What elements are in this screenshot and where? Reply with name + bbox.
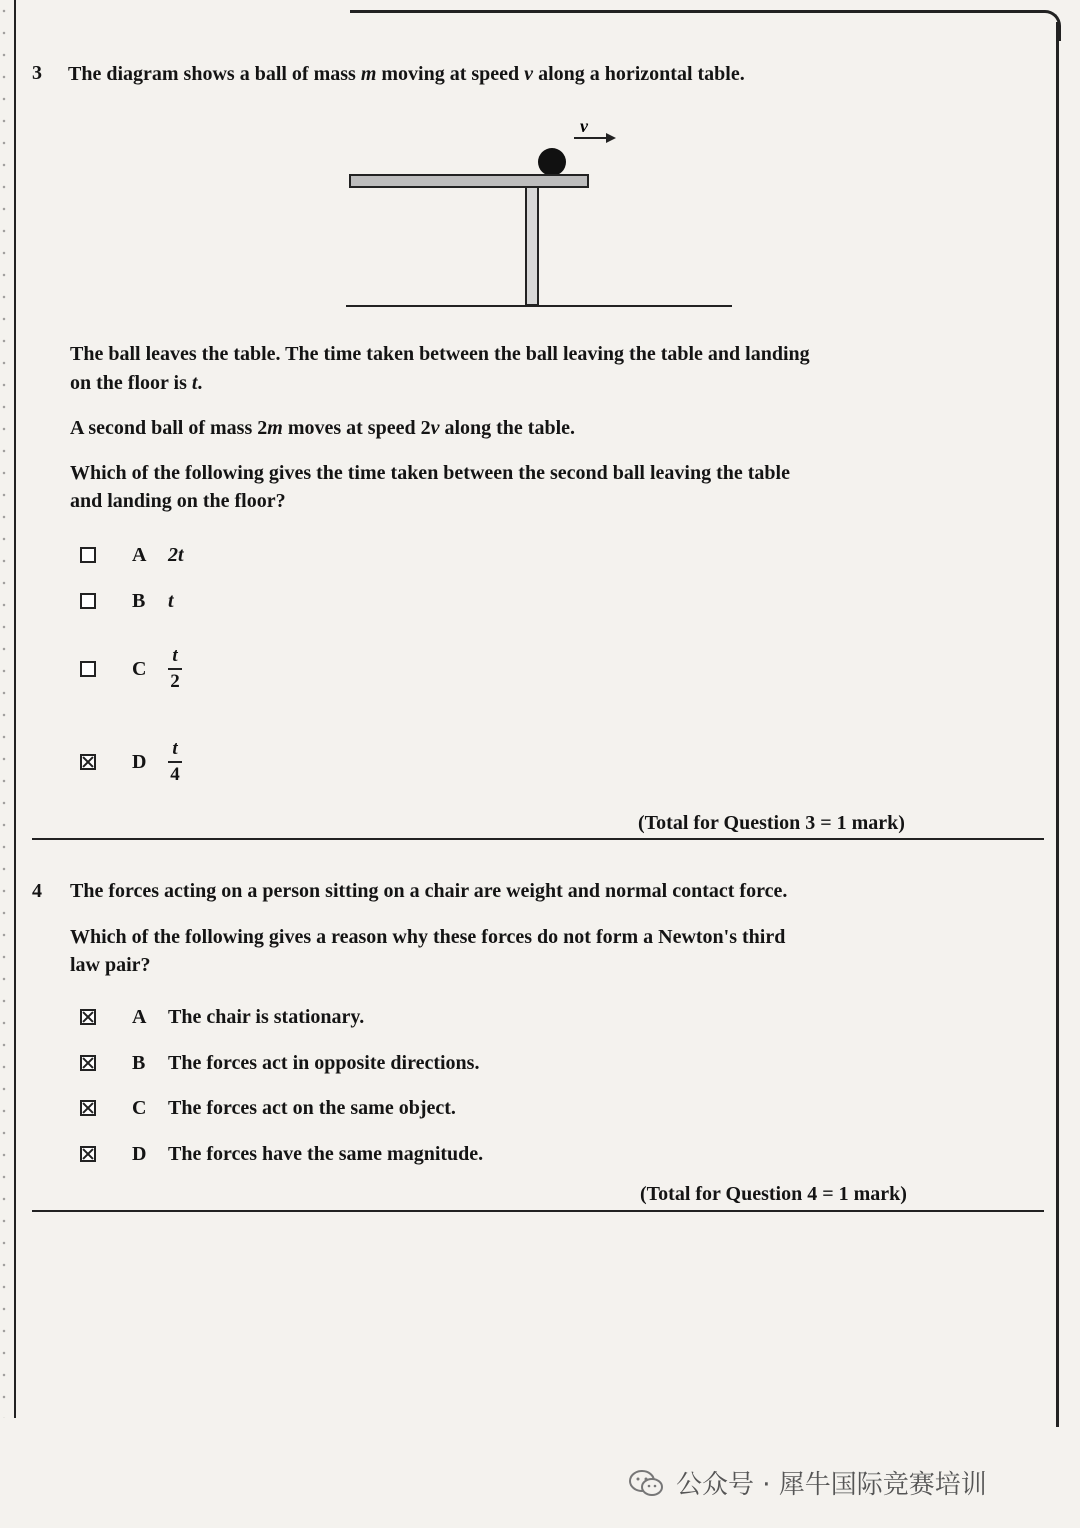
q3-option-b-text: t bbox=[168, 589, 174, 612]
question-3-stem: The diagram shows a ball of mass m moving at speed v along a horizontal table. bbox=[68, 63, 745, 85]
question-3-divider bbox=[32, 838, 1044, 840]
wechat-icon bbox=[628, 1469, 664, 1497]
table-leg bbox=[526, 187, 538, 305]
question-3-para-1-line-2: on the floor is t. bbox=[70, 372, 203, 394]
page-border-top bbox=[350, 10, 1042, 13]
table-ball-diagram bbox=[340, 110, 740, 315]
q4-option-b-checkbox[interactable] bbox=[80, 1055, 96, 1071]
question-4-total: (Total for Question 4 = 1 mark) bbox=[640, 1183, 907, 1205]
page-border-right bbox=[1056, 22, 1059, 1427]
q3-option-b[interactable] bbox=[80, 584, 280, 618]
question-4-para-1-line-1: Which of the following gives a reason why these forces do not form a Newton's third bbox=[70, 926, 786, 948]
question-3-para-2: A second ball of mass 2m moves at speed 2v along the table. bbox=[70, 417, 576, 439]
q3-option-d-denominator: 4 bbox=[170, 764, 180, 785]
question-3-total: (Total for Question 3 = 1 mark) bbox=[638, 812, 905, 834]
q4-option-a-checkbox[interactable] bbox=[80, 1009, 96, 1025]
q3-option-c-denominator: 2 bbox=[170, 671, 180, 692]
q3-option-a-text: 2t bbox=[168, 543, 184, 566]
velocity-label: v bbox=[580, 116, 588, 136]
q4-option-d[interactable] bbox=[80, 1137, 680, 1171]
q4-option-c[interactable] bbox=[80, 1091, 680, 1125]
q3-option-d[interactable] bbox=[80, 738, 280, 785]
ball bbox=[538, 148, 566, 176]
fraction-bar bbox=[168, 761, 182, 763]
q3-option-d-numerator: t bbox=[172, 738, 178, 759]
table-top bbox=[350, 175, 588, 187]
q4-option-d-text: The forces have the same magnitude. bbox=[168, 1142, 484, 1165]
page-border-left bbox=[14, 0, 16, 1418]
question-3-number: 3 bbox=[32, 62, 42, 84]
q4-option-b-text: The forces act in opposite directions. bbox=[168, 1051, 480, 1074]
q4-option-a-text: The chair is stationary. bbox=[168, 1005, 365, 1028]
q4-option-b-letter: B bbox=[132, 1051, 146, 1074]
question-4-para-1-line-2: law pair? bbox=[70, 954, 151, 976]
question-3-para-3-line-1: Which of the following gives the time taken between the second ball leaving the table bbox=[70, 462, 790, 484]
q4-option-b[interactable] bbox=[80, 1046, 680, 1080]
q3-option-d-checkbox[interactable] bbox=[80, 754, 96, 770]
q4-option-c-checkbox[interactable] bbox=[80, 1100, 96, 1116]
question-3-para-3-line-2: and landing on the floor? bbox=[70, 490, 286, 512]
q3-option-c[interactable] bbox=[80, 645, 280, 692]
footer-text: 公众号 · 犀牛国际竞赛培训 bbox=[676, 1470, 987, 1500]
q3-option-d-fraction bbox=[168, 739, 182, 785]
q3-option-b-letter: B bbox=[132, 589, 146, 612]
question-4-number: 4 bbox=[32, 880, 42, 902]
q4-option-c-letter: C bbox=[132, 1096, 147, 1119]
q3-option-c-fraction bbox=[168, 646, 182, 692]
q4-option-d-checkbox[interactable] bbox=[80, 1146, 96, 1162]
margin-perforation bbox=[0, 0, 8, 1418]
q3-option-c-checkbox[interactable] bbox=[80, 661, 96, 677]
fraction-bar bbox=[168, 668, 182, 670]
q3-option-d-letter: D bbox=[132, 750, 147, 773]
q3-option-a[interactable] bbox=[80, 538, 280, 572]
q4-option-c-text: The forces act on the same object. bbox=[168, 1096, 456, 1119]
q3-option-a-letter: A bbox=[132, 543, 147, 566]
q3-option-b-checkbox[interactable] bbox=[80, 593, 96, 609]
velocity-arrowhead bbox=[606, 133, 616, 143]
q3-option-c-letter: C bbox=[132, 657, 147, 680]
q3-option-c-numerator: t bbox=[172, 645, 178, 666]
q4-option-a[interactable] bbox=[80, 1000, 680, 1034]
question-4-divider bbox=[32, 1210, 1044, 1212]
q3-option-a-checkbox[interactable] bbox=[80, 547, 96, 563]
q4-option-d-letter: D bbox=[132, 1142, 147, 1165]
question-4-stem: The forces acting on a person sitting on a chair are weight and normal contact force. bbox=[70, 880, 788, 902]
q4-option-a-letter: A bbox=[132, 1005, 147, 1028]
question-3-para-1-line-1: The ball leaves the table. The time taken between the ball leaving the table and landing bbox=[70, 343, 810, 365]
wechat-footer bbox=[628, 1464, 987, 1501]
